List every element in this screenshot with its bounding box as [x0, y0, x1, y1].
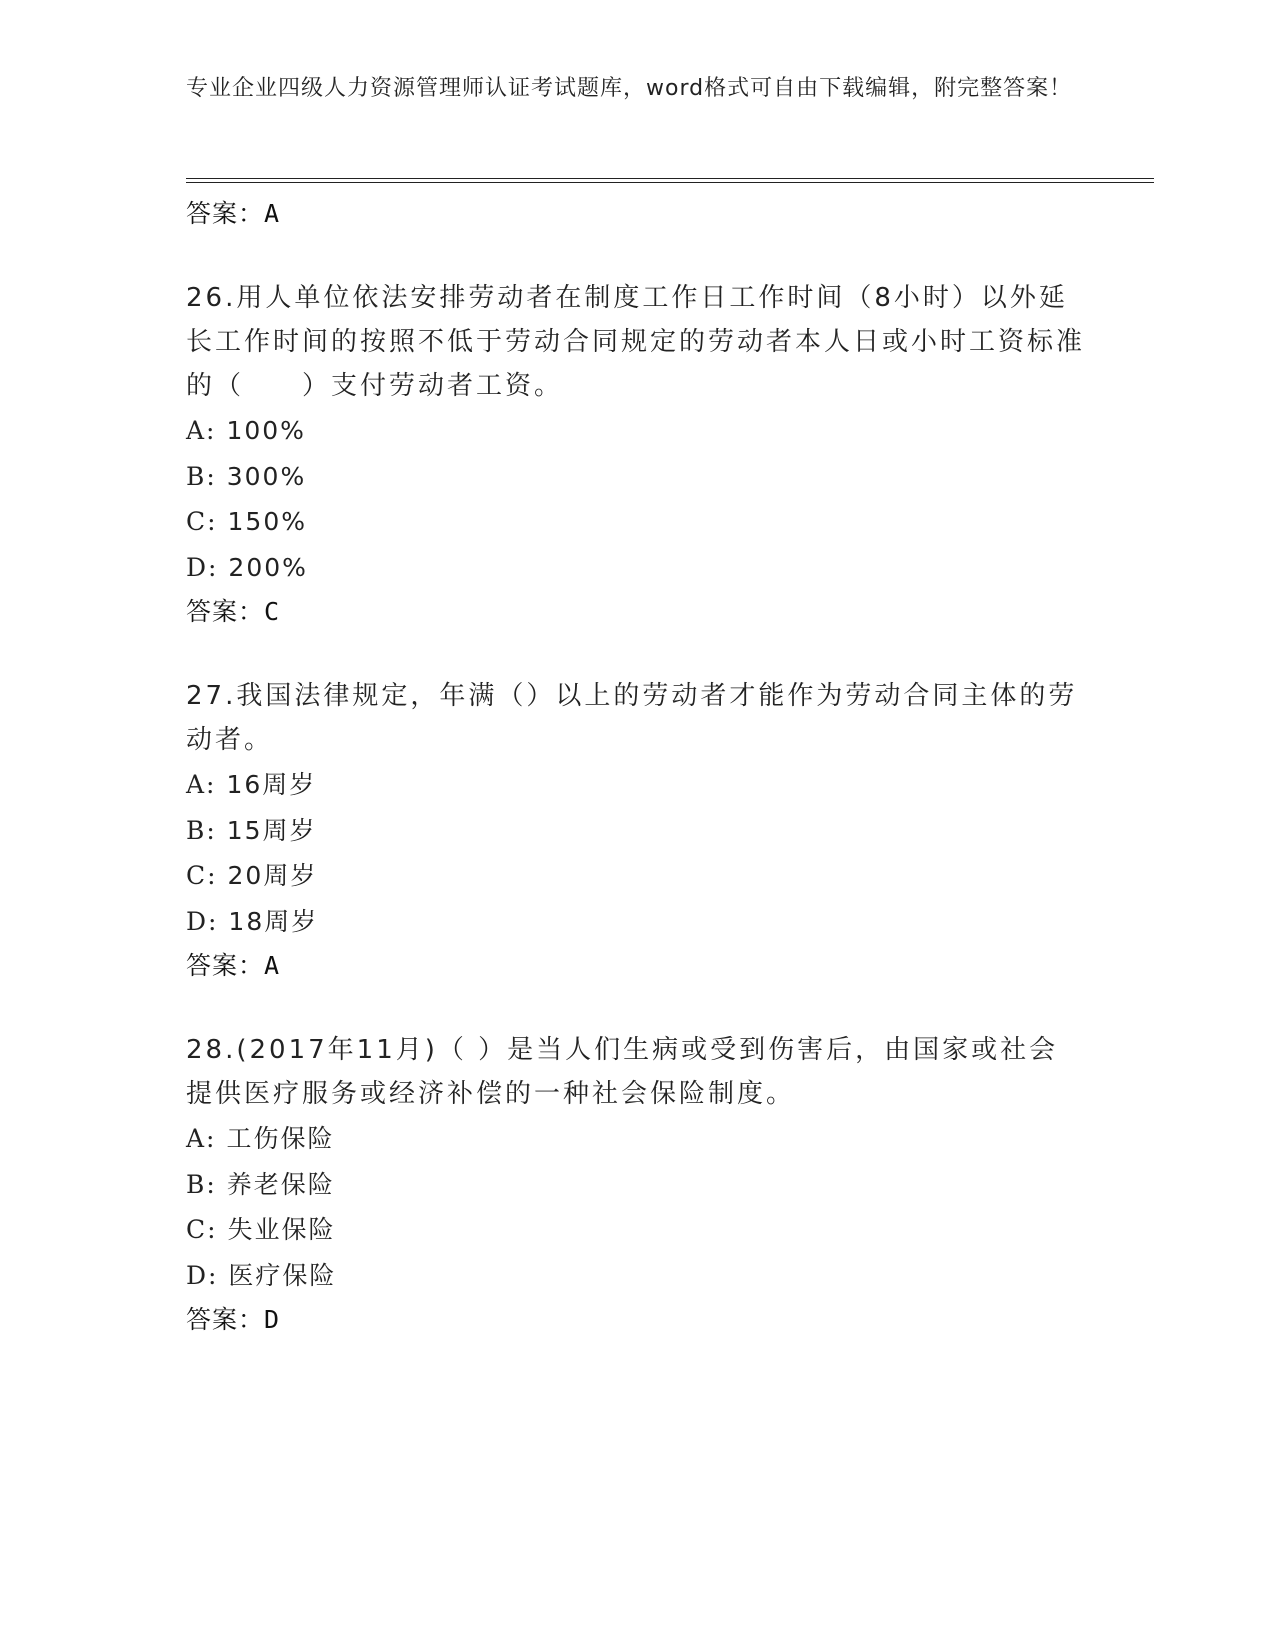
header-double-rule [186, 178, 1154, 183]
answer-line: 答案：A [186, 951, 281, 980]
option-c [186, 1207, 1086, 1253]
option-text: 医疗保险 [228, 1260, 337, 1290]
option-text: 200% [228, 552, 308, 582]
question-28 [186, 1028, 1086, 1342]
option-d [186, 545, 1086, 591]
answer-line: 答案：D [186, 1305, 281, 1334]
option-a [186, 408, 1086, 454]
question-26 [186, 276, 1086, 634]
option-letter: D: [186, 906, 219, 936]
question-stem: 28.(2017年11月)（ ）是当人们生病或受到伤害后，由国家或社会提供医疗服务或经济补偿的一种社会保险制度。 [186, 1035, 1059, 1109]
question-list [186, 192, 1086, 1342]
option-text: 失业保险 [227, 1215, 336, 1244]
option-letter: D: [186, 552, 219, 582]
option-text: 15周岁 [226, 815, 317, 845]
option-d [186, 899, 1086, 945]
question-stem: 27.我国法律规定，年满（）以上的劳动者才能作为劳动合同主体的劳动者。 [186, 681, 1078, 755]
option-letter: D: [186, 1260, 219, 1290]
option-letter: B: [186, 815, 217, 845]
option-c [186, 853, 1086, 899]
option-text: 150% [227, 507, 307, 536]
option-text: 100% [226, 416, 306, 445]
option-text: 16周岁 [226, 770, 317, 799]
answer-line: 答案：A [186, 199, 281, 228]
option-text: 养老保险 [226, 1169, 335, 1199]
option-text: 300% [226, 461, 307, 491]
option-text: 18周岁 [228, 906, 319, 936]
question-stem: 26.用人单位依法安排劳动者在制度工作日工作时间（8小时）以外延长工作时间的按照不低于劳动合同规定的劳动者本人日或小时工资标准的（ ）支付劳动者工资。 [186, 283, 1086, 401]
option-letter: B: [186, 1169, 217, 1199]
header-rule-line [186, 182, 1154, 183]
option-letter: A: [186, 1124, 217, 1153]
option-letter: C: [186, 507, 218, 536]
option-a [186, 1116, 1086, 1162]
question-27 [186, 674, 1086, 988]
option-b [186, 1162, 1086, 1208]
option-text: 20周岁 [227, 861, 318, 890]
option-a [186, 762, 1086, 808]
option-c [186, 499, 1086, 545]
option-letter: A: [186, 416, 217, 445]
answer-line: 答案：C [186, 597, 281, 626]
option-b [186, 808, 1086, 854]
header-rule-line [186, 178, 1154, 179]
option-text: 工伤保险 [226, 1124, 335, 1153]
option-d [186, 1253, 1086, 1299]
option-letter: C: [186, 861, 218, 890]
option-letter: A: [186, 770, 217, 799]
option-letter: C: [186, 1215, 218, 1244]
document-header [186, 74, 1086, 104]
option-letter: B: [186, 461, 217, 491]
header-text: 专业企业四级人力资源管理师认证考试题库，word格式可自由下载编辑，附完整答案！ [186, 76, 1073, 101]
option-b [186, 454, 1086, 500]
